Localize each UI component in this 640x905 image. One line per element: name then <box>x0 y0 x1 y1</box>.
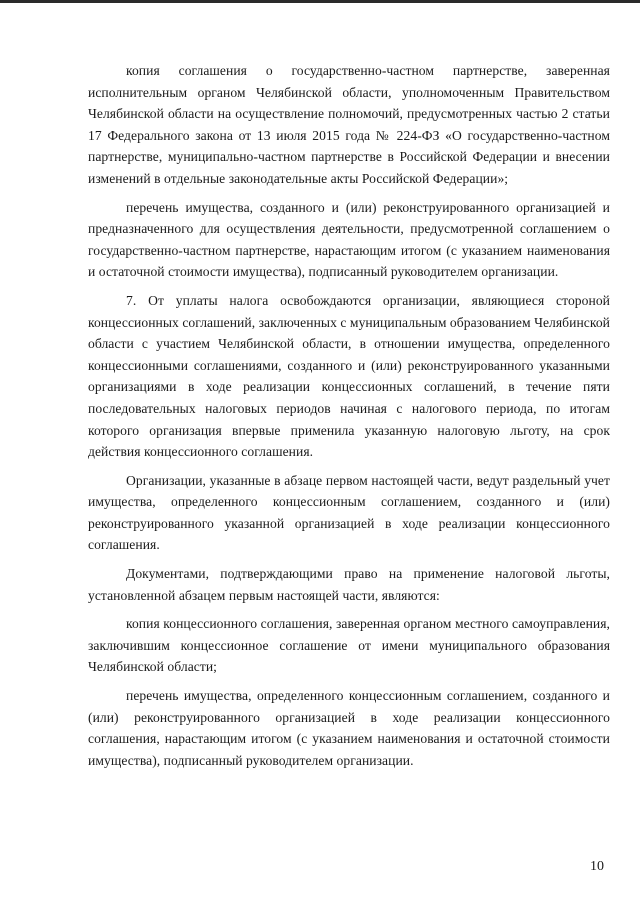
document-body <box>88 60 610 778</box>
paragraph-supporting-documents: Документами, подтверждающими право на применение налоговой льготы, установленной абзацем первым настоящей части, являются: <box>88 566 610 603</box>
paragraph-copy-ppp-agreement: копия соглашения о государственно-частном партнерстве, заверенная исполнительным органом Челябинской области, уполномоченным Правительством Челябинской области на осуществление полномочий, предусмотренных частью 2 статьи 17 Федерального закона от 13 июля 2015 года № 224-ФЗ «О государственно-частном партнерстве, муниципально-частном партнерстве в Российской Федерации и внесении изменений в отдельные законодательные акты Российской Федерации»; <box>88 63 610 186</box>
paragraph-section-7: 7. От уплаты налога освобождаются организации, являющиеся стороной концессионных соглашений, заключенных с муниципальным образованием Челябинской области с участием Челябинской области, в отношении имущества, определенного концессионными соглашениями, созданного и (или) реконструированного указанными организациями в ходе реализации концессионных соглашений, в течение пяти последовательных налоговых периодов начиная с налогового периода, по итогам которого организация впервые применила указанную налоговую льготу, на срок действия концессионного соглашения. <box>88 292 611 460</box>
paragraph-property-list-concession: перечень имущества, определенного концессионным соглашением, созданного и (или) реконструированного организацией в ходе реализации концессионного соглашения, нарастающим итогом (с указанием наименования и остаточной стоимости имущества), подписанный руководителем организации. <box>88 688 610 768</box>
paragraph-property-list-ppp: перечень имущества, созданного и (или) реконструированного организацией и предназначенного для осуществления деятельности, предусмотренной соглашением о государственно-частном партнерстве, нарастающим итогом (с указанием наименования и остаточной стоимости имущества), подписанный руководителем организации. <box>88 199 610 280</box>
paragraph-separate-accounting: Организации, указанные в абзаце первом настоящей части, ведут раздельный учет имущества, определенного концессионным соглашением, созданного и (или) реконструированного указанной организацией в ходе реализации концессионного соглашения. <box>88 472 610 553</box>
paragraph-copy-concession-agreement: копия концессионного соглашения, заверенная органом местного самоуправления, заключившим концессионное соглашение от имени муниципального образования Челябинской области; <box>88 616 610 675</box>
page-top-edge <box>0 0 640 3</box>
page-number: 10 <box>590 859 604 874</box>
